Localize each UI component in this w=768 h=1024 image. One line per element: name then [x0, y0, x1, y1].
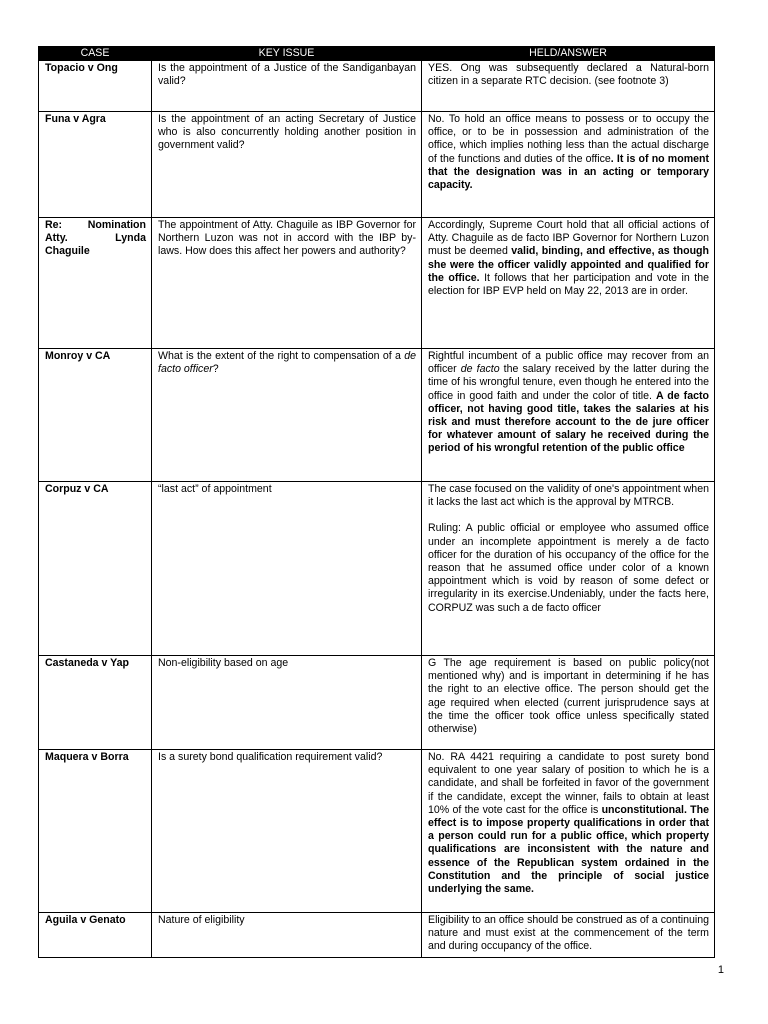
- held-answer: No. RA 4421 requiring a candidate to post surety bond equivalent to one year salary of position to which he is a candidate, and shall be forfeited in favor of the government if the candidate, except the winner, fails to obtain at least 10% of the vote cast for the office is unconstitutional. The effect is to impose property qualifications in order that a person could run for a public office, which property qualifications are inconsistent with the nature and essence of the Republican system ordained in the Constitution and the principle of social justice underlying the same.: [422, 750, 715, 913]
- key-issue: “last act” of appointment: [152, 482, 422, 656]
- case-name: Corpuz v CA: [39, 482, 152, 656]
- case-name: Castaneda v Yap: [39, 656, 152, 750]
- held-answer: YES. Ong was subsequently declared a Natural-born citizen in a separate RTC decision. (see footnote 3): [422, 61, 715, 112]
- held-answer: No. To hold an office means to possess or to occupy the office, or to be in possession and administration of the office, which implies nothing less than the actual discharge of the functions and duties of the office. It is of no moment that the designation was in an acting or temporary capacity.: [422, 112, 715, 218]
- header-case: CASE: [39, 47, 152, 61]
- table-row: [39, 482, 715, 656]
- table-row: [39, 656, 715, 750]
- table-row: [39, 112, 715, 218]
- header-key-issue: KEY ISSUE: [152, 47, 422, 61]
- table-row: [39, 750, 715, 913]
- header-held-answer: HELD/ANSWER: [422, 47, 715, 61]
- held-answer: The case focused on the validity of one's appointment when it lacks the last act which is the approval by MTRCB. Ruling: A public official or employee who assumed office under an incomplete appointment is merely a de facto officer for the duration of his occupancy of the office for the reason that he assumed office under color of a known appointment which is void by reason of some defect or irregularity in its exercise.Undeniably, under the facts here, CORPUZ was such a de facto officer: [422, 482, 715, 656]
- table-header-row: [39, 47, 715, 61]
- key-issue: What is the extent of the right to compensation of a de facto officer?: [152, 349, 422, 482]
- case-name: Funa v Agra: [39, 112, 152, 218]
- table-row: [39, 218, 715, 349]
- held-answer: Accordingly, Supreme Court hold that all official actions of Atty. Chaguile as de facto IBP Governor for Northern Luzon must be deemed valid, binding, and effective, as though she were the officer validly appointed and qualified for the office. It follows that her participation and vote in the election for IBP EVP held on May 22, 2013 are in order.: [422, 218, 715, 349]
- key-issue: Nature of eligibility: [152, 913, 422, 958]
- case-digest-table: [38, 46, 715, 958]
- case-name: Monroy v CA: [39, 349, 152, 482]
- key-issue: Is the appointment of an acting Secretary of Justice who is also concurrently holding another position in government valid?: [152, 112, 422, 218]
- key-issue: Non-eligibility based on age: [152, 656, 422, 750]
- key-issue: Is a surety bond qualification requirement valid?: [152, 750, 422, 913]
- held-answer: Eligibility to an office should be construed as of a continuing nature and must exist at the commencement of the term and during occupancy of the office.: [422, 913, 715, 958]
- key-issue: Is the appointment of a Justice of the Sandiganbayan valid?: [152, 61, 422, 112]
- case-name: Topacio v Ong: [39, 61, 152, 112]
- case-name: Aguila v Genato: [39, 913, 152, 958]
- table-row: [39, 913, 715, 958]
- table-row: [39, 349, 715, 482]
- held-answer: G The age requirement is based on public policy(not mentioned why) and is important in determining if he has the right to an elective office. The person should get the age required when elected (current jurisprudence says at the time the officer took office unless specifically stated otherwise): [422, 656, 715, 750]
- held-answer: Rightful incumbent of a public office may recover from an officer de facto the salary received by the latter during the time of his wrongful tenure, even though he entered into the office in good faith and under the color of title. A de facto officer, not having good title, takes the salaries at his risk and must therefore account to the de jure officer for whatever amount of salary he received during the period of his wrongful retention of the public office: [422, 349, 715, 482]
- page-number: 1: [717, 964, 724, 976]
- table-row: [39, 61, 715, 112]
- case-name: Maquera v Borra: [39, 750, 152, 913]
- key-issue: The appointment of Atty. Chaguile as IBP Governor for Northern Luzon was not in accord with the IBP by-laws. How does this affect her powers and authority?: [152, 218, 422, 349]
- case-name: Re: Nomination Atty. Lynda Chaguile: [39, 218, 152, 349]
